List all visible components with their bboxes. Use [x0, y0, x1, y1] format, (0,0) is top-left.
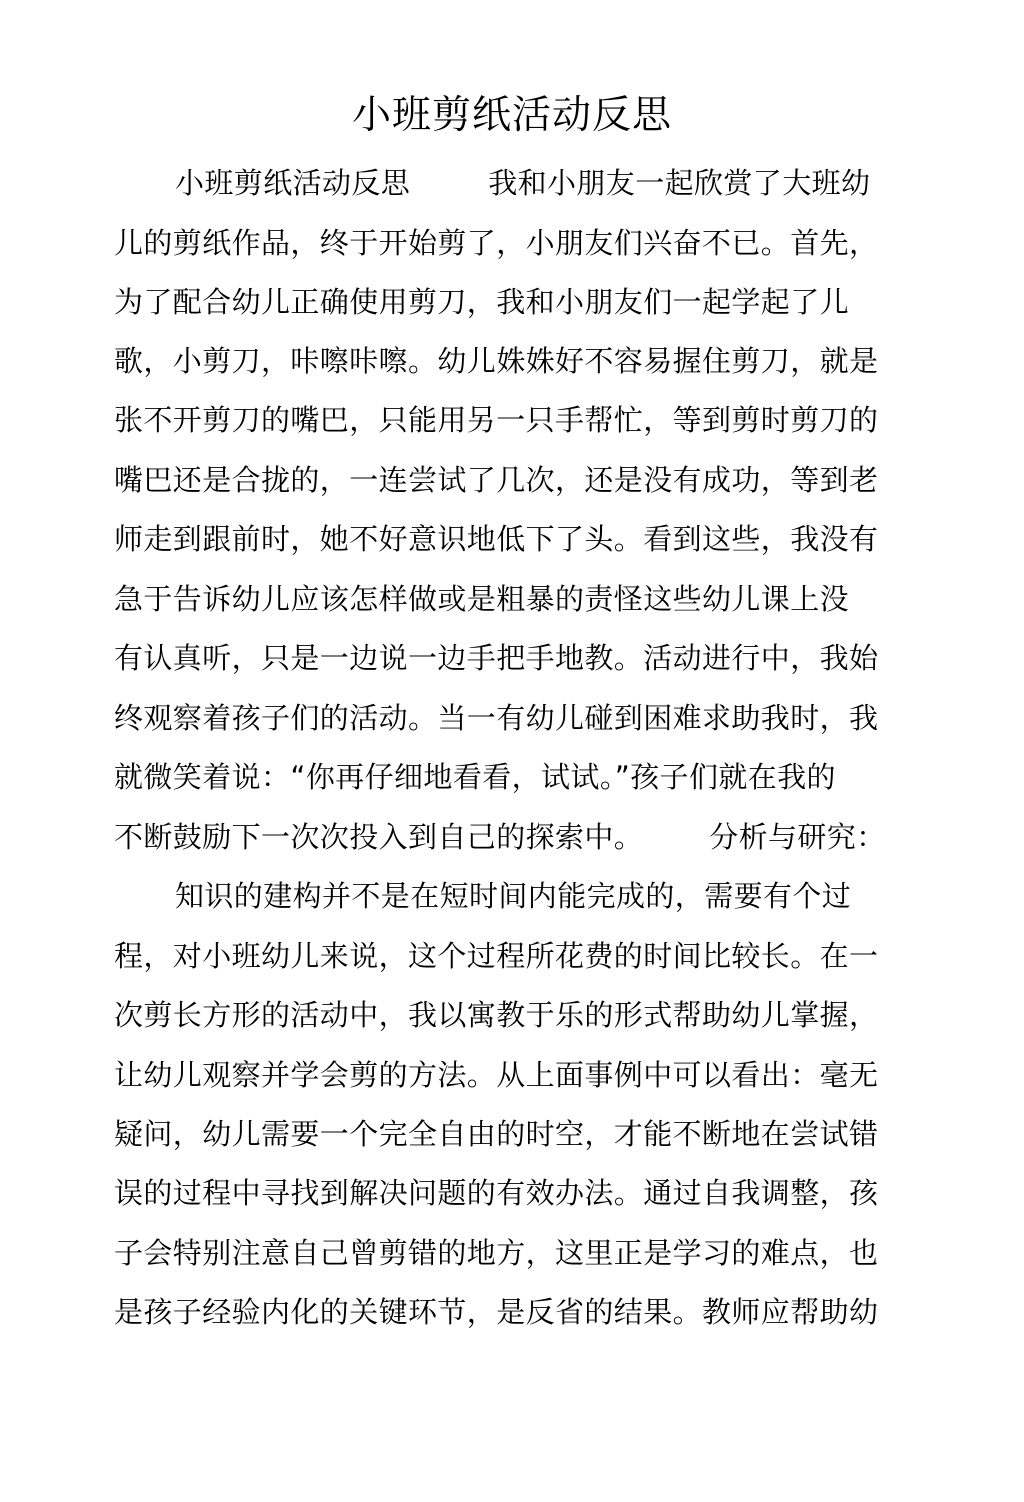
section-heading: 分析与研究： — [709, 820, 886, 854]
text-line: 让幼儿观察并学会剪的方法。从上面事例中可以看出：毫无 — [114, 1058, 879, 1092]
text-line: 张不开剪刀的嘴巴，只能用另一只手帮忙，等到剪时剪刀的 — [114, 403, 879, 437]
text-line: 程，对小班幼儿来说，这个过程所花费的时间比较长。在一 — [114, 939, 879, 973]
document-title: 小班剪纸活动反思 — [351, 93, 672, 138]
text-line: 为了配合幼儿正确使用剪刀，我和小朋友们一起学起了儿 — [114, 285, 850, 319]
text-line: 嘴巴还是合拢的，一连尝试了几次，还是没有成功，等到老 — [114, 463, 879, 497]
text-line: 师走到跟前时，她不好意识地低下了头。看到这些，我没有 — [114, 522, 879, 556]
text-line: 知识的建构并不是在短时间内能完成的，需要有个过 — [175, 879, 852, 913]
text-line — [114, 817, 914, 857]
text-line — [175, 163, 975, 203]
text-line: 误的过程中寻找到解决问题的有效办法。通过自我调整，孩 — [114, 1176, 879, 1210]
text-line: 就微笑着说：“你再仔细地看看，试试。”孩子们就在我的 — [114, 760, 836, 794]
text-line: 终观察着孩子们的活动。当一有幼儿碰到困难求助我时，我 — [114, 701, 879, 735]
text-segment: 不断鼓励下一次次投入到自己的探索中。 — [114, 820, 644, 854]
text-line: 急于告诉幼儿应该怎样做或是粗暴的责怪这些幼儿课上没 — [114, 582, 850, 616]
text-segment: 我和小朋友一起欣赏了大班幼 — [488, 166, 871, 200]
text-line: 子会特别注意自己曾剪错的地方，这里正是学习的难点，也 — [114, 1236, 879, 1270]
text-line: 歌，小剪刀，咔嚓咔嚓。幼儿姝姝好不容易握住剪刀，就是 — [114, 344, 879, 378]
text-line: 是孩子经验内化的关键环节，是反省的结果。教师应帮助幼 — [114, 1295, 879, 1329]
text-line: 有认真听，只是一边说一边手把手地教。活动进行中，我始 — [114, 641, 879, 675]
text-line: 疑问，幼儿需要一个完全自由的时空，才能不断地在尝试错 — [114, 1117, 879, 1151]
text-segment: 小班剪纸活动反思 — [175, 166, 411, 200]
text-line: 儿的剪纸作品，终于开始剪了，小朋友们兴奋不已。首先， — [114, 226, 879, 260]
text-line: 次剪长方形的活动中，我以寓教于乐的形式帮助幼儿掌握， — [114, 998, 879, 1032]
